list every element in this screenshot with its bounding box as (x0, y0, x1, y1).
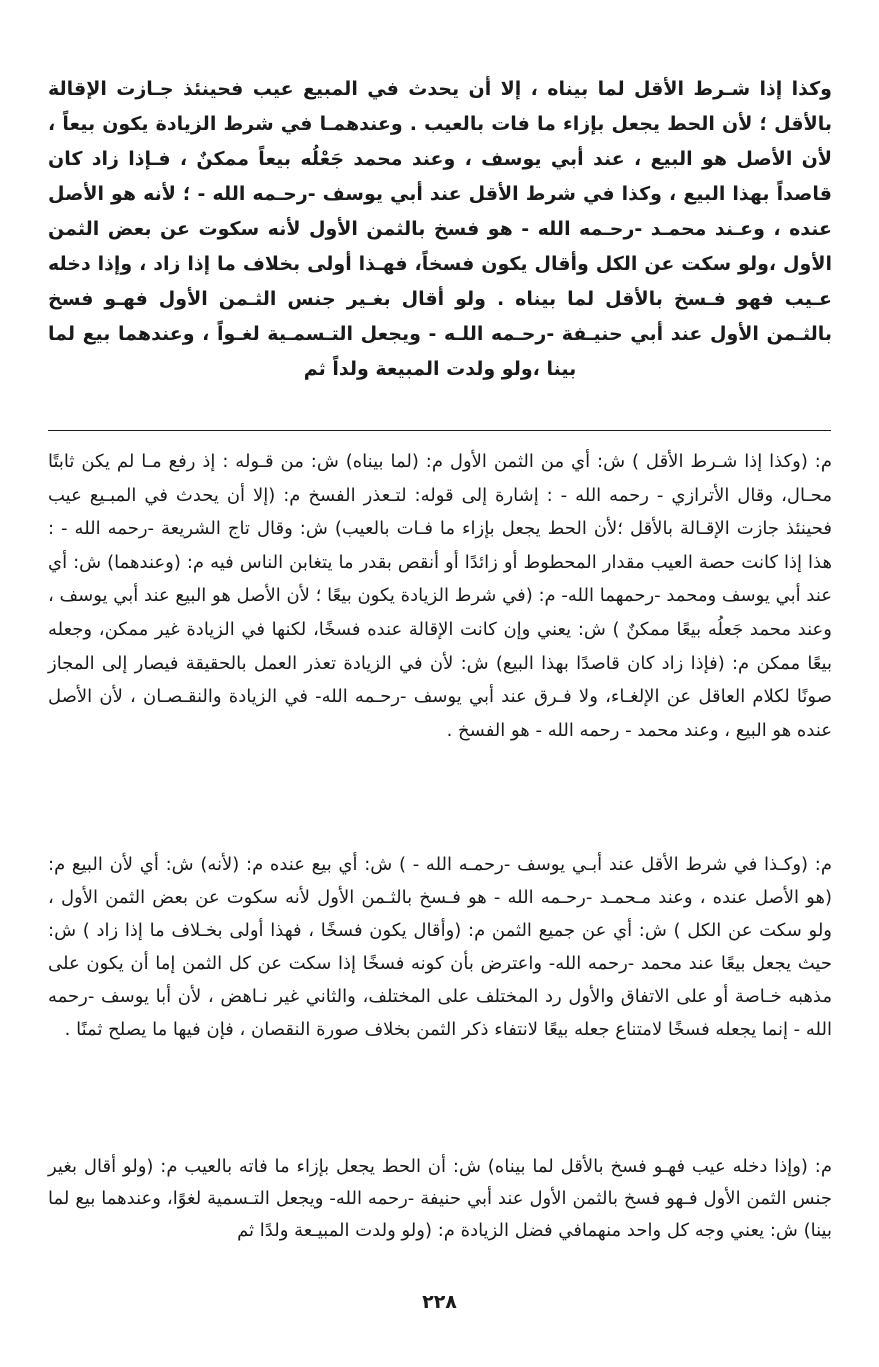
commentary-paragraph-3: م: (وإذا دخله عيب فهـو فسخ بالأقل لما بيناه) ش: أن الحط يجعل بإزاء ما فاته بالعيب م: (ولو أقال بغير جنس الثمن الأول فـهو فسخ بالثمن الأول عند أبي حنيفة -رحمه الله- ويجعل التـسمية لغوًا، وعندهما بيع لما بينا) ش: يعني وجه كل واحد منهمافي فضل الزيادة م: (ولو ولدت المبيـعة ولدًا ثم (48, 1156, 832, 1241)
commentary-paragraph-1: م: (وكذا إذا شـرط الأقل ) ش: أي من الثمن الأول م: (لما بيناه) ش: من قـوله : إذ رفع مـا لم يكن ثابتًا محـال، وقال الأترازي - رحمه الله - : إشارة إلى قوله: لتـعذر الفسخ م: (إلا أن يحدث في المبـيع عيب فحينئذ جازت الإقـالة بالأقل ؛لأن الحط يجعل بإزاء ما فـات بالعيب) ش: وقال تاج الشريعة -رحمه الله - : هذا إذا كانت حصة العيب مقدار المحطوط أو زائدًا أو أنقص بقدر ما يتغابن الناس فيه م: (وعندهما) ش: أي عند أبي يوسف ومحمد -رحمهما الله- م: (في شرط الزيادة يكون بيعًا ؛ لأن الأصل هو البيع عند أبي يوسف ، وعند محمد جَعلُه بيعًا ممكنٌ ) ش: يعني وإن كانت الإقالة عنده فسخًا، لكنها في الزيادة غير ممكن، وجعله بيعًا ممكن م: (فإذا زاد كان قاصدًا بهذا البيع) ش: لأن في الزيادة تعذر العمل بالحقيقة فيصار إلى المجاز صونًا لكلام العاقل عن الإلغـاء، ولا فـرق عند أبي يوسف -رحـمه الله- في الزيادة والنقـصـان ، لأن الأصل عنده هو البيع ، وعند محمد - رحمه الله - هو الفسخ . (48, 451, 832, 741)
commentary-paragraph-2: م: (وكـذا في شرط الأقل عند أبـي يوسف -رحمـه الله - ) ش: أي بيع عنده م: (لأنه) ش: أي لأن البيع م: (هو الأصل عنده ، وعند مـحمـد -رحـمه الله - هو فـسخ بالثـمن الأول لأنه سكوت عن بعض الثمن الأول ، ولو سكت عن الكل ) ش: أي عن جميع الثمن م: (وأقال يكون فسخًا ، فهذا أولى بخـلاف ما إذا زاد ) ش: حيث يجعل بيعًا عند محمد -رحمه الله- واعترض بأن كونه فسخًا إذا سكت عن كل الثمن إما أن يكون على مذهبه خـاصة أو على الاتفاق والأول رد المختلف على المختلف، والثاني غير نـاهض ، لأن أبا يوسف -رحمه الله - إنما يجعله فسخًا لامتناع جعله بيعًا لانتفاء ذكر الثمن بخلاف صورة النقصان ، فإن فيها ما يصلح ثمنًا . (48, 854, 832, 1040)
main-text-paragraph: وكذا إذا شـرط الأقل لما بيناه ، إلا أن يحدث في المبيع عيب فحينئذ جـازت الإقالة بالأقل ؛ لأن الحط يجعل بإزاء ما فات بالعيب . وعندهمـا في شرط الزيادة يكون بيعاً ، لأن الأصل هو البيع ، عند أبي يوسف ، وعند محمد جَعْلُه بيعاً ممكنٌ ، فـإذا زاد كان قاصداً بهذا البيع ، وكذا في شرط الأقل عند أبي يوسف -رحـمه الله - ؛ لأنه هو الأصل عنده ، وعـند محمـد -رحـمه الله - هو فسخ بالثمن الأول لأنه سكوت عن بعض الثمن الأول ،ولو سكت عن الكل وأقال يكون فسخاً، فهـذا أولى بخلاف ما إذا زاد ، وإذا دخله عـيب فهو فـسخ بالأقل لما بيناه . ولو أقال بغـير جنس الثـمن الأول فهـو فسخ بالثـمن الأول عند أبي حنيـفة -رحـمه اللـه - ويجعل التـسمـية لغـواً ، وعندهما بيع لما بينا ،ولو ولدت المبيعة ولداً ثم (48, 78, 832, 380)
page-number: ٢٢٨ (422, 1291, 457, 1313)
section-divider (48, 430, 831, 431)
